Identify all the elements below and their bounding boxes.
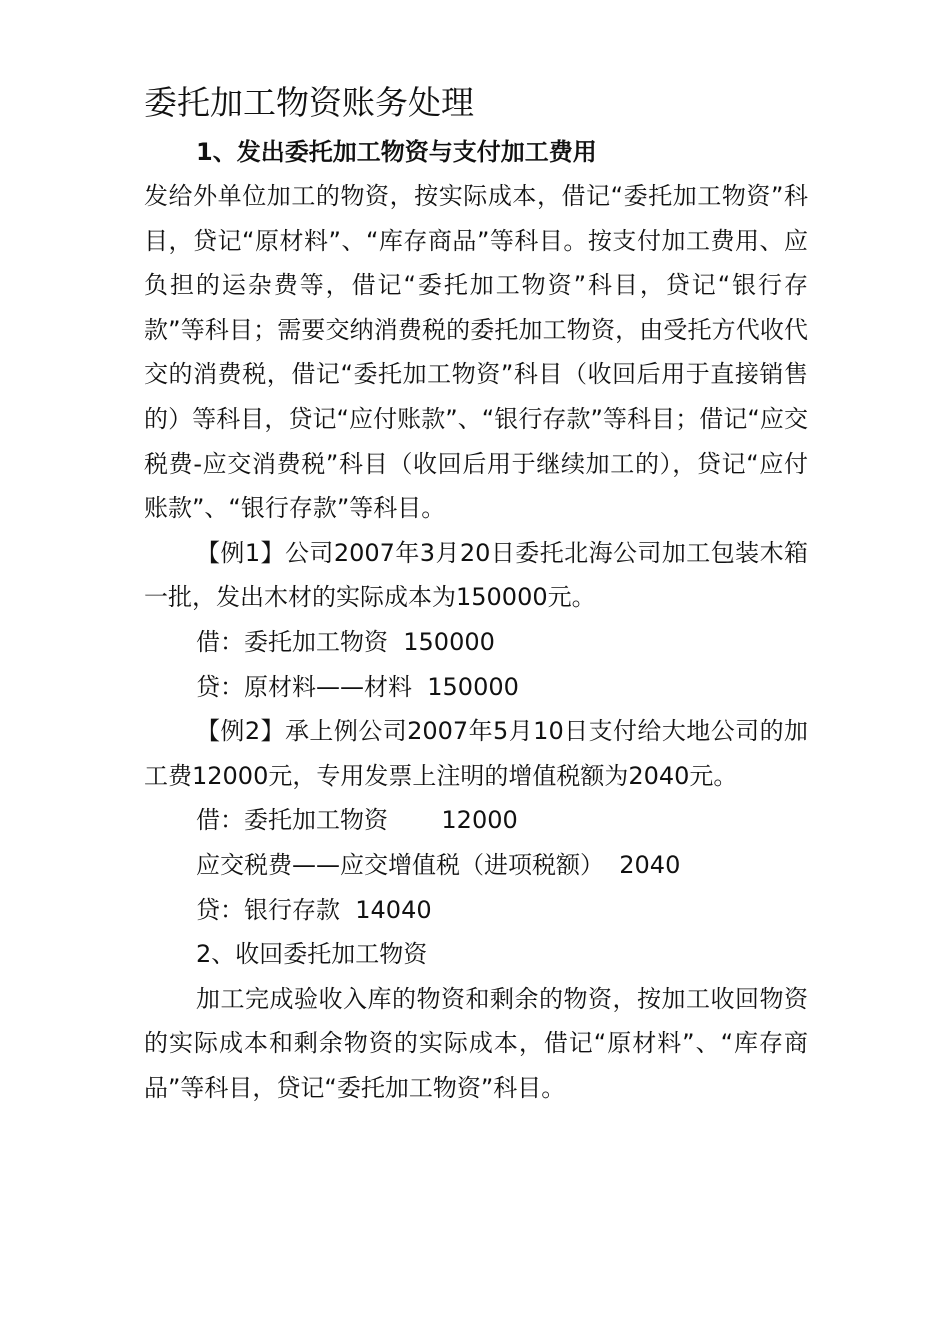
example-1-text: 【例1】公司2007年3月20日委托北海公司加工包装木箱一批，发出木材的实际成本为150000元。 (144, 538, 808, 612)
document-page (144, 80, 808, 1110)
example-2-tax-entry: 应交税费——应交增值税（进项税额） 2040 (196, 850, 681, 879)
section-1-paragraph: 发给外单位加工的物资，按实际成本，借记“委托加工物资”科目，贷记“原材料”、“库存商品”等科目。按支付加工费用、应负担的运杂费等，借记“委托加工物资”科目，贷记“银行存款”等科目；需要交纳消费税的委托加工物资，由受托方代收代交的消费税，借记“委托加工物资”科目（收回后用于直接销售的）等科目，贷记“应付账款”、“银行存款”等科目；借记“应交税费-应交消费税”科目（收回后用于继续加工的），贷记“应付账款”、“银行存款”等科目。 (144, 182, 808, 523)
example-1-credit-entry: 贷：原材料——材料 150000 (196, 672, 519, 701)
example-2-text: 【例2】承上例公司2007年5月10日支付给大地公司的加工费12000元，专用发票上注明的增值税额为2040元。 (144, 717, 808, 790)
section-2-heading: 2、收回委托加工物资 (196, 940, 428, 969)
example-1-debit-entry: 借：委托加工物资 150000 (196, 627, 495, 656)
example-2-credit-entry: 贷：银行存款 14040 (196, 895, 432, 924)
document-title: 委托加工物资账务处理 (144, 83, 474, 122)
example-2-debit-entry: 借：委托加工物资 12000 (196, 806, 518, 835)
section-1-heading: 1、发出委托加工物资与支付加工费用 (196, 138, 597, 166)
section-2-paragraph: 加工完成验收入库的物资和剩余的物资，按加工收回物资的实际成本和剩余物资的实际成本，借记“原材料”、“库存商品”等科目，贷记“委托加工物资”科目。 (144, 984, 808, 1102)
